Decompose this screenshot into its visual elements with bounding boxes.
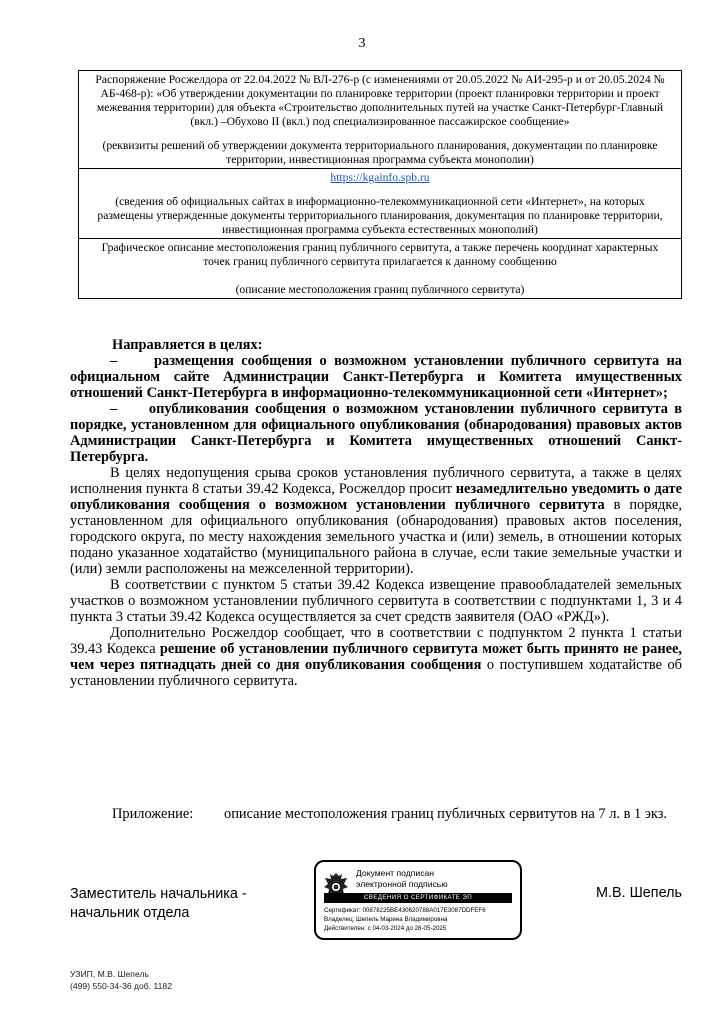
stamp-certificate-details <box>324 906 518 933</box>
graphic-text: Графическое описание местоположения границ публичного сервитута, а также перечень координат характерных точек границ публичного сервитута прилагается к данному сообщению <box>101 241 659 268</box>
electronic-signature-stamp <box>314 860 522 940</box>
stamp-title: Документ подписан электронной подписью <box>356 868 448 889</box>
signer-name: М.В. Шепель <box>596 885 682 901</box>
attachment-label: Приложение: <box>112 806 194 822</box>
document-body <box>70 337 682 689</box>
decision-cell <box>79 71 682 169</box>
signer-position-line-2: начальник отдела <box>70 905 190 921</box>
signer-position-line-1: Заместитель начальника - <box>70 886 247 902</box>
attachment-text: описание местоположения границ публичных сервитутов на 7 л. в 1 экз. <box>224 806 668 822</box>
stamp-certificate-header: СВЕДЕНИЯ О СЕРТИФИКАТЕ ЭП <box>324 893 512 903</box>
website-cell <box>79 169 682 239</box>
attachment <box>112 806 682 822</box>
stamp-owner: Владелец: Шепель Марина Владимировна <box>324 916 448 923</box>
executor-name: УЗИП, М.В. Шепель <box>70 969 149 979</box>
purpose-item-2: – опубликования сообщения о возможном установлении публичного сервитута в порядке, установленном для официального опубликования (обнародования) правовых актов Администрации Санкт-Петербурга и Комитета имущественных отношений Санкт-Петербурга. <box>70 401 682 465</box>
paragraph-1: В целях недопущения срыва сроков установления публичного сервитута, а также в целях исполнения пункта 8 статьи 39.42 Кодекса, Росжелдор просит незамедлительно уведомить о дате опубликования сообщения о возможном установлении публичного сервитута в порядке, установленном для официального опубликования (обнародования) правовых актов поселения, городского округа, по месту нахождения земельного участка и (или) земель, в отношении которых подано указанное ходатайство (муниципального района в случае, если такие земельные участки и (или) земли расположены на межселенной территории). <box>70 465 682 577</box>
executor-phone: (499) 550-34-36 доб. 1182 <box>70 981 172 991</box>
decision-caption: (реквизиты решений об утверждении документа территориального планирования, документации по планировке территории, инвестиционная программа субъекта монополии) <box>102 139 658 166</box>
paragraph-2: В соответствии с пунктом 5 статьи 39.42 Кодекса извещение правообладателей земельных участков о возможном установлении публичного сервитута в соответствии с подпунктами 1, 3 и 4 пункта 3 статьи 39.42 Кодекса осуществляется за счет средств заявителя (ОАО «РЖД»). <box>70 577 682 625</box>
stamp-certificate-number: Сертификат: 00878225BE430620788A017E3087DDFEF6 <box>324 907 486 914</box>
graphic-caption: (описание местоположения границ публичного сервитута) <box>235 283 525 296</box>
graphic-row <box>79 239 682 299</box>
purpose-heading: Направляется в целях: <box>112 337 263 353</box>
executor-footer <box>70 968 172 992</box>
decision-text: Распоряжение Росжелдора от 22.04.2022 № ВЛ-276-р (с изменениями от 20.05.2022 № АИ-295-р и от 20.05.2024 № АБ-468-р): «Об утверждении документации по планировке территории (проект планировки территории и проект межевания территории) для объекта «Строительство дополнительных путей на участке Санкт-Петербург-Главный (вкл.) –Обухово II (вкл.) под специализированное пассажирское сообщение» <box>95 73 665 128</box>
website-caption: (сведения об официальных сайтах в информационно-телекоммуникационной сети «Интернет», на которых размещены утвержденные документы территориального планирования, документация по планировке территории, инвестиционная программа субъекта естественных монополий) <box>97 195 663 236</box>
purpose-item-1: – размещения сообщения о возможном установлении публичного сервитута на официальном сайте Администрации Санкт-Петербурга и Комитета имущественных отношений Санкт-Петербурга в информационно-телекоммуникационной сети «Интернет»; <box>70 353 682 401</box>
website-row <box>79 169 682 239</box>
page-number: 3 <box>358 36 366 51</box>
stamp-validity: Действителен: с 04-03-2024 до 28-05-2025 <box>324 925 447 932</box>
graphic-cell <box>79 239 682 299</box>
signer-position <box>70 885 247 923</box>
requisites-table <box>78 70 682 299</box>
paragraph-3: Дополнительно Росжелдор сообщает, что в соответствии с подпунктом 2 пункта 1 статьи 39.43 Кодекса решение об установлении публичного сервитута может быть принято не ранее, чем через пятнадцать дней со дня опубликования сообщения о поступившем ходатайстве об установлении публичного сервитута. <box>70 625 682 689</box>
decision-row <box>79 71 682 169</box>
website-link[interactable]: https://kgainfo.spb.ru <box>330 171 430 184</box>
